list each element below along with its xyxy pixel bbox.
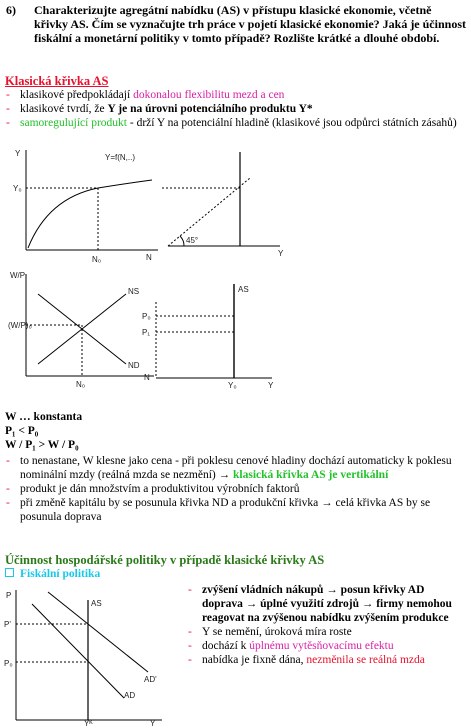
axis-label-x: Y [278, 249, 284, 258]
bullet-item: - klasikové předpokládají dokonalou flexibilitu mezd a cen [5, 88, 465, 102]
axis-label-p0: P₀ [142, 312, 151, 321]
axis-label-x: N [144, 373, 150, 382]
section1-bullets [5, 88, 465, 130]
curve-label-ns: NS [128, 287, 140, 296]
bullet-item: - klasikové tvrdí, že Y je na úrovni potenciálního produktu Y* [5, 102, 465, 116]
bullet-item: - samoregulující produkt - drží Y na potenciální hladině (klasikové jsou odpůrci státních zásahů) [5, 116, 465, 130]
axis-label-p1: P' [4, 620, 11, 629]
curve-label-ad: AD [124, 691, 136, 700]
curve-label-as: AS [91, 599, 102, 608]
axis-label-y: Y [15, 149, 21, 158]
labor-market-graph [8, 268, 158, 390]
note-line: P₁ < P₀ [5, 425, 39, 437]
production-function-graph [10, 146, 160, 268]
note-line: W … konstanta [5, 411, 83, 423]
axis-label-x0: N₀ [92, 255, 102, 264]
axis-label-x0: N₀ [76, 380, 86, 389]
section-heading-policy-effectiveness: Účinnost hospodářské politiky v případě klasické křivky AS [5, 553, 325, 567]
bullet-item: - dochází k úplnému vytěsňovacímu efektu [187, 639, 465, 653]
axis-label-y0: (W/P)₀ [8, 321, 32, 330]
curve-label-as: AS [238, 285, 249, 294]
bullet-item: - nabídka je fixně dána, nezměnila se reálná mzda [187, 653, 465, 667]
bullet-item: - produkt je dán množstvím a produktivitou výrobních faktorů [5, 482, 465, 496]
axis-label-p: P [6, 591, 12, 600]
axis-label-y0: Y₀ [13, 184, 22, 193]
curve-label-nd: ND [128, 361, 140, 370]
forty-five-degree-graph [158, 146, 288, 258]
fiscal-policy-graph [2, 586, 164, 726]
curve-label: Y=f(N,..) [105, 153, 136, 162]
question-number: 6) [6, 3, 16, 17]
axis-label-yk: Yᴷ [84, 719, 93, 726]
axis-label-x: N [146, 253, 152, 262]
axis-label-x: Y [268, 381, 274, 390]
note-line: W / P₁ > W / P₀ [5, 439, 79, 451]
bullet-item: - to nenastane, W klesne jako cena - při poklesu cenové hladiny dochází automaticky k poklesu nominální mzdy (reálná mzda se nezmění) → klasická křivka AS je vertikální [5, 454, 465, 482]
axis-label-y0: Y₀ [228, 381, 237, 390]
question-text: Charakterizujte agregátní nabídku (AS) v přístupu klasické ekonomie, včetně křivky AS. Čím se vyznačujte trh práce v pojetí klasické ekonomie? Jaká je účinnost fiskální a monetární politiky v tomto případě? Rozlište krátké a dlouhé období. [34, 3, 466, 45]
checkbox-icon [5, 568, 14, 577]
bullet-item: - zvýšení vládních nákupů → posun křivky AD doprava → úplné využití zdrojů → firmy nemohou reagovat na zvýšenou nabídku zvýšením produkce [187, 583, 465, 625]
bullet-item: - Y se nemění, úroková míra roste [187, 625, 465, 639]
notes-block [5, 410, 82, 452]
notes-bullets [5, 454, 465, 524]
curve-label-ad1: AD' [144, 675, 157, 684]
fiscal-policy-bullets [187, 583, 465, 667]
section-heading-classical-as: Klasická křivka AS [5, 74, 109, 88]
bullet-item: - při změně kapitálu by se posunula křivka ND a produkční křivka → celá křivka AS by se posunula doprava [5, 496, 465, 524]
axis-label-p1: P₁ [142, 328, 151, 337]
axis-label-p0: P₀ [4, 659, 13, 668]
axis-label-y: Y [150, 719, 156, 726]
fiscal-policy-subheading: Fiskální politika [5, 568, 100, 580]
angle-label: 45° [186, 236, 199, 245]
vertical-as-graph [140, 272, 280, 392]
axis-label-y: W/P [10, 271, 26, 280]
